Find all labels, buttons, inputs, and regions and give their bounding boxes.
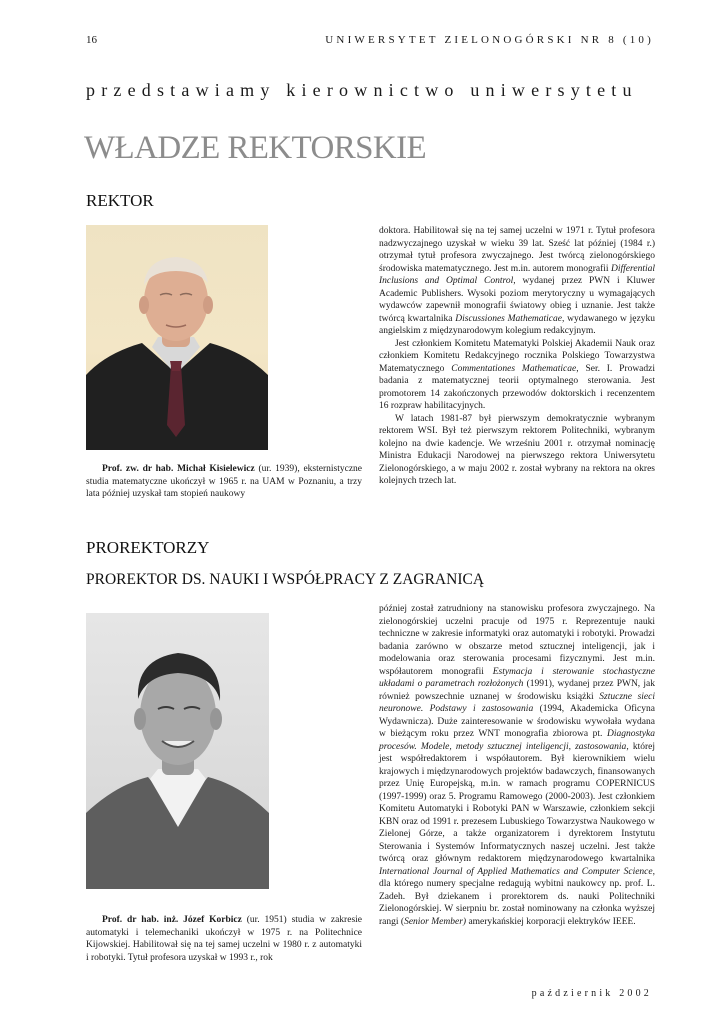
footer-date: październik 2002	[531, 988, 652, 999]
rektor-portrait-illustration	[86, 225, 268, 450]
prorektor-bio-paragraph: później został zatrudniony na stanowisku profesora zwyczajnego. Na zielonogórskiej uczelni pracuje od 1975 r. Reprezentuje nauki techniczne w zakresie informatyki oraz automatyki i robotyki. Prowadzi badania zarówno w obszarze metod sztucznej inteligencji, jak i modelowania oraz sterowania procesami fizycznymi. Jest m.in. współautorem monografii Estymacja i sterowanie stochastyczne układami o parametrach rozłożonych (1991), wydanej przez PWN, jak również powszechnie uznanej w środowisku książki Sztuczne sieci neuronowe. Podstawy i zastosowania (1994, Akademicka Oficyna Wydawnicza). Duże zainteresowanie w środowisku wywołała wydana w bieżącym roku przez WNT monografia zbiorowa pt. Diagnostyka procesów. Modele, metody sztucznej inteligencji, zastosowania, której jest współredaktorem i współautorem. Był kierownikiem wielu krajowych i międzynarodowych projektów badawczych, finansowanych przez Unię Europejską, m.in. w ramach programu COPERNICUS (1997-1999) oraz 5. Programu Ramowego (2000-2003). Jest członkiem Komitetu Automatyki i Robotyki PAN w Warszawie, członkiem sekcji KBN oraz od 1991 r. prezesem Lubuskiego Towarzystwa Naukowego w Zielonej Górze, a także organizatorem i dyrektorem Instytutu Sterowania i Systemów Informatycznych naszej uczelni. Jest także twórcą oraz głównym redaktorem międzynarodowego kwartalnika International Journal of Applied Mathematics and Computer Science, dla którego numery specjalne redagują wybitni naukowcy np. prof. L. Zadeh. Był dziekanem i prorektorem ds. nauki Politechniki Zielonogórskiej. W sierpniu br. został nominowany na członka wyższej rangi (Senior Member) amerykańskiej korporacji elektryków IEEE.	[379, 604, 655, 927]
prorektor-portrait-illustration	[86, 613, 269, 889]
prorektor-caption-text: (ur. 1951) studia w zakresie automatyki i telemechaniki ukończył w 1975 r. na Politechnice Kijowskiej. Habilitował się na tej samej uczelni w 1980 r. z automatyki i robotyki. Tytuł profesora uzyskał w 1993 r., rok	[86, 915, 362, 963]
rektor-name: Prof. zw. dr hab. Michał Kisielewicz	[102, 464, 255, 474]
prorektor-caption	[86, 914, 362, 964]
section-kicker: przedstawiamy kierownictwo uniwersytetu	[86, 80, 638, 100]
journal-title: UNIWERSYTET ZIELONOGÓRSKI NR 8 (10)	[325, 34, 654, 46]
prorektor-bio	[379, 603, 655, 928]
rektor-caption	[86, 463, 362, 501]
rektor-bio-paragraph: Jest członkiem Komitetu Matematyki Polskiej Akademii Nauk oraz członkiem Komitetu Redakcyjnego rocznika Polskiego Towarzystwa Matematycznego Commentationes Mathematicae, Ser. I. Prowadzi badania z matematycznej teorii optymalnego sterowania. Jest promotorem 14 zakończonych przewodów doktorskich i recenzentem 16 rozpraw habilitacyjnych.	[379, 338, 655, 411]
rektor-bio-paragraph: W latach 1981-87 był pierwszym demokratycznie wybranym rektorem WSI. Był też pierwszym rektorem Politechniki, wybranym kolejno na dwie kadencje. We wrześniu 2001 r. otrzymał nominację Ministra Edukacji Narodowej na pierwszego rektora Uniwersytetu Zielonogórskiego, a w maju 2002 r. został wybrany na rektora na okres kolejnych trzech lat.	[379, 413, 655, 486]
prorektor-name: Prof. dr hab. inż. Józef Korbicz	[102, 915, 242, 925]
prorektor-nauki-heading: PROREKTOR DS. NAUKI I WSPÓŁPRACY Z ZAGRANICĄ	[86, 571, 485, 588]
rektor-bio	[379, 225, 655, 488]
rektor-caption-text: (ur. 1939), eksternistyczne studia matematyczne ukończył w 1965 r. na UAM w Poznaniu, a trzy lata później uzyskał tam stopień naukowy	[86, 464, 362, 499]
page-title: WŁADZE REKTORSKIE	[84, 130, 427, 166]
prorektor-portrait-photo	[86, 613, 269, 889]
rektor-heading: REKTOR	[86, 191, 154, 210]
rektor-bio-paragraph: doktora. Habilitował się na tej samej uczelni w 1971 r. Tytuł profesora nadzwyczajnego uzyskał w wieku 39 lat. Sześć lat później (1984 r.) otrzymał tytuł profesora zwyczajnego. Jest twórcą zielonogórskiego środowiska matematycznego. Jest m.in. autorem monografii Differential Inclusions and Optimal Control, wydanej przez PWN i Kluwer Academic Publishers. Wysoki poziom merytoryczny u wymagających wydawców zapewnił monografii światowy obieg i uznanie. Jest także twórcą kwartalnika Discussiones Mathematicae, wydawanego w języku angielskim z międzynarodowym kolegium redakcyjnym.	[379, 226, 655, 336]
page-number: 16	[86, 34, 97, 46]
prorektorzy-heading: PROREKTORZY	[86, 538, 210, 557]
rektor-portrait-photo	[86, 225, 268, 450]
